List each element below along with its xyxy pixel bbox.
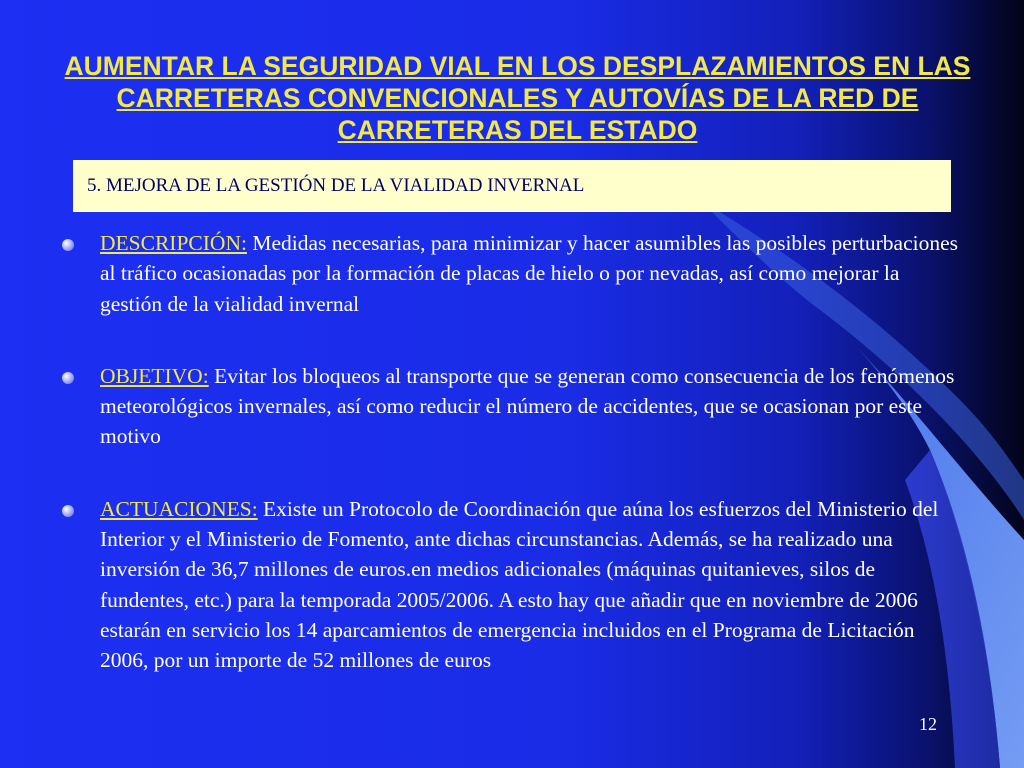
bullet-label: OBJETIVO: <box>100 363 209 388</box>
bullet-list <box>62 228 962 676</box>
subtitle-box <box>73 160 951 212</box>
page-number: 12 <box>919 714 937 734</box>
subtitle-text: 5. MEJORA DE LA GESTIÓN DE LA VIALIDAD INVERNAL <box>87 175 585 196</box>
bullet-text: Existe un Protocolo de Coordinación que aúna los esfuerzos del Ministerio del Interior y el Ministerio de Fomento, ante dichas circunstancias. Además, se ha realizado una inversión de 36,7 millones de euros.en medios adicionales (máquinas quitanieves, silos de fundentes, etc.) para la temporada 2005/2006. A esto hay que añadir que en noviembre de 2006 estarán en servicio los 14 aparcamientos de emergencia incluidos en el Programa de Licitación 2006, por un importe de 52 millones de euros <box>100 496 939 673</box>
bullet-label: DESCRIPCIÓN: <box>100 231 247 255</box>
bullet-item-actuaciones <box>62 494 962 676</box>
bullet-icon <box>62 239 74 251</box>
bullet-label: ACTUACIONES: <box>100 496 258 521</box>
slide-title: AUMENTAR LA SEGURIDAD VIAL EN LOS DESPLAZAMIENTOS EN LAS CARRETERAS CONVENCIONALES Y AUTOVÍAS DE LA RED DE CARRETERAS DEL ESTADO <box>64 51 971 145</box>
bullet-text: Evitar los bloqueos al transporte que se generan como consecuencia de los fenómenos meteorológicos invernales, así como reducir el número de accidentes, que se ocasionan por este motivo <box>100 363 955 449</box>
bullet-item-descripcion <box>62 228 962 319</box>
bullet-icon <box>62 372 74 384</box>
bullet-text: Medidas necesarias, para minimizar y hacer asumibles las posibles perturbaciones al tráfico ocasionadas por la formación de placas de hielo o por nevadas, así como mejorar la gestión de la vialidad invernal <box>100 231 958 316</box>
bullet-icon <box>62 505 74 517</box>
bullet-item-objetivo <box>62 361 962 452</box>
